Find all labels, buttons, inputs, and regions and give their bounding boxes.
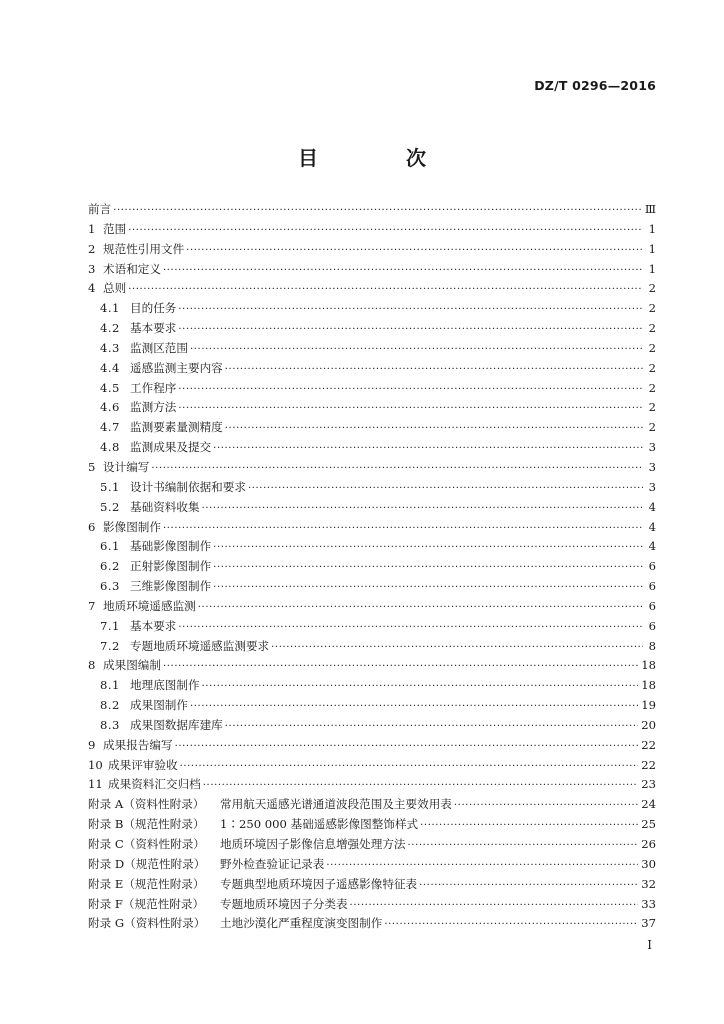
toc-entry[interactable]: [88, 618, 656, 638]
toc-entry[interactable]: [88, 340, 656, 360]
toc-entry-page: 22: [641, 757, 656, 772]
toc-entry-number: 10: [88, 757, 103, 772]
dot-leader: [151, 463, 643, 474]
dot-leader: [271, 642, 643, 653]
toc-entry[interactable]: [88, 737, 656, 757]
toc-entry-page: 2: [648, 321, 656, 336]
toc-entry-number: 附录 A（资料性附录）: [88, 797, 205, 812]
toc-entry-page: 6: [648, 579, 656, 594]
dot-leader: [248, 483, 643, 494]
toc-entry-title: 监测方法: [130, 400, 177, 415]
toc-entry-page: 37: [641, 916, 656, 931]
dot-leader: [225, 423, 643, 434]
table-of-contents: [88, 201, 656, 935]
toc-entry[interactable]: [88, 558, 656, 578]
toc-entry-page: 23: [641, 777, 656, 792]
toc-entry-page: 2: [648, 340, 656, 355]
toc-entry-title: 土地沙漠化严重程度演变图制作: [220, 916, 383, 931]
toc-entry-number: 8: [88, 658, 96, 673]
toc-entry-title: 规范性引用文件: [103, 241, 185, 256]
toc-entry-title: 成果图数据库建库: [130, 717, 223, 732]
toc-entry-number: 6.3: [100, 579, 120, 594]
dot-leader: [203, 780, 638, 791]
toc-entry-title: 地质环境遥感监测: [103, 598, 196, 613]
toc-entry-title: 工作程序: [130, 380, 177, 395]
toc-entry-title: 地质环境因子影像信息增强处理方法: [220, 837, 406, 851]
toc-entry[interactable]: [88, 419, 656, 439]
toc-entry-number: 7: [88, 598, 96, 613]
toc-entry-page: 6: [648, 559, 656, 574]
dot-leader: [225, 721, 638, 732]
dot-leader: [419, 880, 638, 891]
toc-entry-title: 设计书编制依据和要求: [130, 479, 246, 494]
toc-entry-title: 专题地质环境因子分类表: [220, 896, 348, 911]
toc-entry[interactable]: [88, 856, 656, 876]
toc-entry[interactable]: [88, 796, 656, 816]
toc-entry-number: 7.1: [100, 618, 120, 633]
toc-entry[interactable]: [88, 201, 656, 221]
dot-leader: [213, 542, 643, 553]
toc-entry-number: 6.1: [100, 539, 120, 554]
toc-entry[interactable]: [88, 380, 656, 400]
toc-entry[interactable]: [88, 261, 656, 281]
toc-entry[interactable]: [88, 876, 656, 896]
toc-entry[interactable]: [88, 499, 656, 519]
toc-entry-page: 33: [641, 896, 656, 911]
toc-entry-number: 附录 C（资料性附录）: [88, 837, 205, 851]
dot-leader: [128, 284, 643, 295]
toc-entry-title: 地理底图制作: [130, 678, 200, 693]
dot-leader: [190, 701, 638, 712]
toc-entry-number: 4.4: [100, 360, 120, 375]
toc-entry-page: 4: [648, 499, 656, 514]
toc-entry-title: 目的任务: [130, 301, 177, 316]
toc-entry-title: 设计编写: [103, 459, 150, 474]
toc-entry-page: 1: [648, 221, 656, 236]
toc-entry-title: 总则: [103, 281, 127, 296]
dot-leader: [454, 800, 638, 811]
toc-entry-page: 18: [641, 678, 656, 693]
toc-entry-title: 前言: [88, 202, 112, 216]
dot-leader: [202, 681, 639, 692]
toc-entry-title: 术语和定义: [103, 261, 161, 276]
toc-entry-number: 8.2: [100, 698, 120, 713]
toc-entry-number: 5: [88, 459, 96, 474]
toc-entry-page: 2: [648, 301, 656, 316]
toc-entry-page: 24: [641, 797, 656, 812]
toc-entry[interactable]: [88, 459, 656, 479]
toc-entry-title: 正射影像图制作: [130, 559, 212, 574]
toc-entry-title: 专题典型地质环境因子遥感影像特征表: [220, 876, 418, 891]
page-title: 目 次: [298, 146, 460, 170]
toc-entry-number: 5.1: [100, 479, 120, 494]
toc-entry-page: 6: [648, 618, 656, 633]
toc-entry[interactable]: [88, 399, 656, 419]
toc-entry-title: 监测成果及提交: [130, 440, 212, 455]
toc-entry-number: 9: [88, 737, 96, 752]
toc-entry-number: 附录 F（规范性附录）: [88, 896, 205, 911]
toc-entry-title: 常用航天遥感光谱通道波段范围及主要效用表: [220, 797, 452, 812]
toc-entry[interactable]: [88, 598, 656, 618]
toc-entry-number: 4.5: [100, 380, 120, 395]
toc-entry-title: 影像图制作: [103, 519, 161, 534]
toc-entry-title: 基础影像图制作: [130, 539, 212, 554]
toc-entry-page: 2: [648, 281, 656, 296]
toc-entry-page: 3: [648, 440, 656, 455]
toc-entry-page: 19: [641, 698, 656, 713]
toc-entry[interactable]: [88, 241, 656, 261]
toc-entry-title: 成果资料汇交归档: [108, 777, 201, 792]
toc-entry-number: 8.3: [100, 717, 120, 732]
toc-entry-number: 6.2: [100, 559, 120, 574]
toc-entry-page: 2: [648, 400, 656, 415]
standard-code: DZ/T 0296—2016: [534, 78, 656, 93]
dot-leader: [163, 265, 643, 276]
dot-leader: [163, 661, 638, 672]
page-number: Ⅰ: [647, 938, 652, 952]
toc-entry[interactable]: [88, 578, 656, 598]
toc-entry-page: 4: [648, 519, 656, 534]
toc-entry-title: 成果评审验收: [108, 757, 178, 772]
dot-leader: [178, 403, 643, 414]
dot-leader: [384, 919, 638, 930]
toc-entry-page: 20: [641, 717, 656, 732]
toc-entry-page: 22: [641, 737, 656, 752]
toc-entry[interactable]: [88, 757, 656, 777]
toc-entry-title: 三维影像图制作: [130, 579, 212, 594]
toc-entry[interactable]: [88, 836, 656, 856]
dot-leader: [350, 900, 639, 911]
dot-leader: [178, 304, 643, 315]
toc-entry-page: 2: [648, 360, 656, 375]
toc-entry-number: 5.2: [100, 499, 120, 514]
toc-entry[interactable]: [88, 717, 656, 737]
toc-entry-title: 成果图编制: [103, 658, 161, 673]
toc-entry-number: 附录 B（规范性附录）: [88, 817, 205, 832]
toc-entry[interactable]: [88, 677, 656, 697]
toc-entry-title: 范围: [103, 221, 127, 236]
toc-entry-title: 成果报告编写: [103, 737, 173, 752]
toc-entry-page: 30: [641, 856, 656, 871]
toc-entry-number: 附录 E（规范性附录）: [88, 876, 205, 891]
toc-entry-number: 附录 G（资料性附录）: [88, 916, 206, 931]
toc-entry-number: 4.8: [100, 440, 120, 455]
toc-entry-title: 专题地质环境遥感监测要求: [130, 638, 270, 653]
dot-leader: [213, 443, 643, 454]
toc-entry-title: 1∶250 000 基础遥感影像图整饰样式: [220, 817, 419, 832]
toc-entry-title: 监测要素量测精度: [130, 420, 223, 435]
toc-entry-page: 32: [641, 876, 656, 891]
dot-leader: [175, 741, 639, 752]
toc-entry-number: 4.7: [100, 420, 120, 435]
toc-entry-title: 基本要求: [130, 321, 177, 336]
toc-entry[interactable]: [88, 519, 656, 539]
toc-entry[interactable]: [88, 280, 656, 300]
toc-entry[interactable]: [88, 776, 656, 796]
dot-leader: [186, 245, 643, 256]
toc-entry[interactable]: [88, 697, 656, 717]
toc-entry[interactable]: [88, 538, 656, 558]
dot-leader: [420, 820, 638, 831]
dot-leader: [326, 860, 638, 871]
toc-entry-page: 8: [648, 638, 656, 653]
dot-leader: [128, 225, 643, 236]
dot-leader: [178, 622, 643, 633]
toc-entry-page: 2: [648, 420, 656, 435]
toc-entry-title: 遥感监测主要内容: [130, 360, 223, 375]
toc-entry-page: 1: [648, 261, 656, 276]
toc-entry-title: 基础资料收集: [130, 499, 200, 514]
toc-entry-title: 野外检查验证记录表: [220, 856, 325, 871]
toc-entry-number: 4: [88, 281, 96, 296]
toc-entry-page: 3: [648, 459, 656, 474]
dot-leader: [190, 344, 643, 355]
dot-leader: [213, 562, 643, 573]
toc-entry-title: 成果图制作: [130, 698, 188, 713]
toc-entry[interactable]: [88, 300, 656, 320]
dot-leader: [163, 523, 643, 534]
dot-leader: [225, 364, 643, 375]
toc-entry-number: 附录 D（规范性附录）: [88, 856, 206, 871]
dot-leader: [202, 503, 643, 514]
toc-entry[interactable]: [88, 320, 656, 340]
toc-entry[interactable]: [88, 915, 656, 935]
toc-entry[interactable]: [88, 816, 656, 836]
toc-entry-page: Ⅲ: [644, 202, 656, 216]
toc-entry-page: 25: [641, 817, 656, 832]
toc-entry[interactable]: [88, 221, 656, 241]
dot-leader: [180, 761, 639, 772]
toc-entry-page: 3: [648, 479, 656, 494]
toc-entry-number: 2: [88, 241, 96, 256]
toc-entry[interactable]: [88, 360, 656, 380]
toc-entry[interactable]: [88, 657, 656, 677]
toc-entry-title: 基本要求: [130, 618, 177, 633]
toc-entry-number: 6: [88, 519, 96, 534]
toc-entry-page: 26: [641, 837, 656, 851]
toc-entry-number: 3: [88, 261, 96, 276]
toc-entry-title: 监测区范围: [130, 340, 188, 355]
dot-leader: [178, 384, 643, 395]
toc-entry[interactable]: [88, 896, 656, 916]
toc-entry-number: 4.6: [100, 400, 120, 415]
toc-entry-page: 2: [648, 380, 656, 395]
toc-entry-page: 6: [648, 598, 656, 613]
toc-entry[interactable]: [88, 479, 656, 499]
toc-entry-page: 4: [648, 539, 656, 554]
dot-leader: [408, 840, 639, 851]
dot-leader: [178, 324, 643, 335]
toc-entry-number: 1: [88, 221, 96, 236]
dot-leader: [213, 582, 643, 593]
toc-entry[interactable]: [88, 439, 656, 459]
toc-entry-number: 4.3: [100, 340, 120, 355]
toc-entry-number: 11: [88, 777, 103, 792]
toc-entry[interactable]: [88, 638, 656, 658]
toc-entry-number: 4.1: [100, 301, 120, 316]
toc-entry-number: 7.2: [100, 638, 120, 653]
dot-leader: [113, 205, 642, 216]
toc-entry-page: 1: [648, 241, 656, 256]
toc-entry-page: 18: [641, 658, 656, 673]
toc-entry-number: 8.1: [100, 678, 120, 693]
dot-leader: [198, 602, 643, 613]
toc-entry-number: 4.2: [100, 321, 120, 336]
